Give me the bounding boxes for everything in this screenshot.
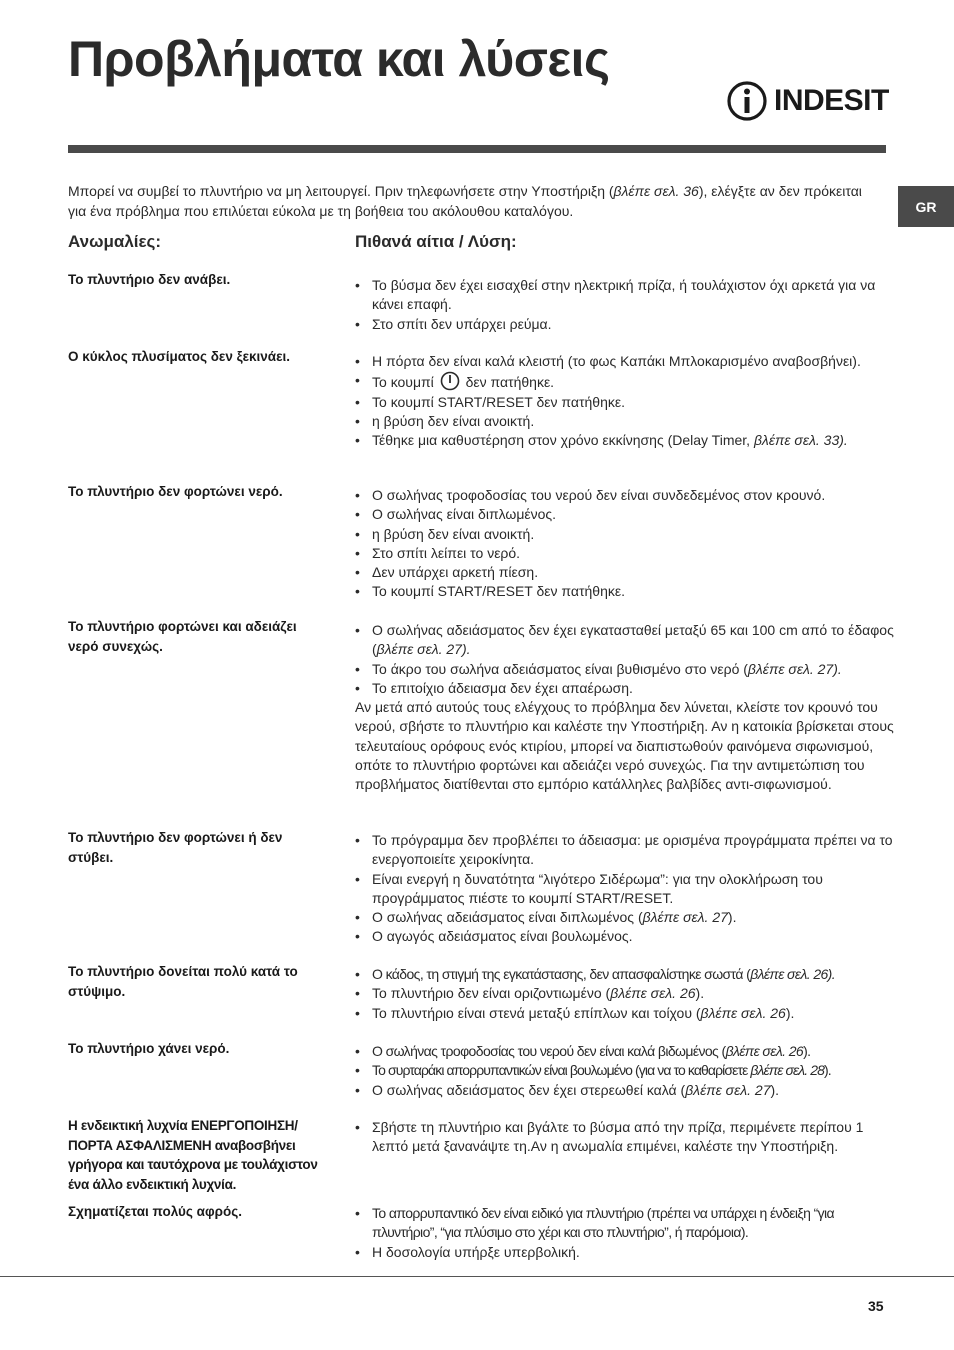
cause-item — [355, 1061, 895, 1080]
cause-text: ). — [785, 1004, 795, 1021]
cause-text: δεν πατήθηκε. — [465, 374, 555, 391]
page-ref: βλέπε σελ. 28 — [750, 1062, 825, 1079]
cause-item: • Το πρόγραμμα δεν προβλέπει το άδειασμα: με ορισμένα προγράμματα πρέπει να το ενεργοποιείτε χειροκίνητα. — [355, 831, 895, 870]
cause-item — [355, 371, 895, 392]
causes-list — [355, 1204, 895, 1262]
footer-rule — [0, 1276, 954, 1277]
indesit-logo — [726, 80, 889, 122]
page-ref: βλέπε σελ. 26 — [610, 985, 696, 1002]
cause-item — [355, 1004, 895, 1023]
cause-item — [355, 660, 895, 679]
cause-item: • Δεν υπάρχει αρκετή πίεση. — [355, 563, 895, 582]
cause-item — [355, 908, 895, 927]
problem-label: Ο κύκλος πλυσίματος δεν ξεκινάει. — [68, 349, 290, 364]
page-ref: βλέπε σελ. 27 — [642, 909, 728, 926]
page-ref: βλέπε σελ. 26 — [725, 1043, 804, 1059]
problem-label: Η ενδεικτική λυχνία ΕΝΕΡΓΟΠΟΙΗΣΗ/ ΠΟΡΤΑ ΑΣΦΑΛΙΣΜΕΝΗ αναβοσβήνει γρήγορα και ταυτόχρονα με τουλάχιστον ένα άλλο ενδεικτική λυχνία. — [68, 1118, 318, 1192]
cause-text: ). — [770, 1081, 780, 1098]
cause-item — [355, 1081, 895, 1100]
cause-item: • Ο αγωγός αδειάσματος είναι βουλωμένος. — [355, 927, 895, 946]
page-ref: βλέπε σελ. 26 — [700, 1004, 786, 1021]
problem-label: Το πλυντήριο δεν φορτώνει ή δεν στύβει. — [68, 830, 283, 865]
cause-text: Ο σωλήνας αδειάσματος δεν έχει στερεωθεί καλά ( — [372, 1081, 686, 1098]
cause-item: • Το απορρυπαντικό δεν είναι ειδικό για πλυντήριο (πρέπει να υπάρχει η ένδειξη “για πλυντήριο”, “για πλύσιμο στο χέρι και στο πλυντήριο”, ή παρόμοια). — [355, 1204, 895, 1243]
cause-item — [355, 984, 895, 1003]
cause-text: ). — [824, 1062, 831, 1079]
causes-list — [355, 352, 895, 450]
cause-item: • η βρύση δεν είναι ανοικτή. — [355, 412, 895, 431]
page-ref: βλέπε σελ. 27). — [376, 641, 471, 658]
cause-text: Ο σωλήνας τροφοδοσίας του νερού δεν είναι καλά βιδωμένος ( — [372, 1043, 726, 1059]
cause-text: Ο σωλήνας αδειάσματος είναι διπλωμένος ( — [372, 909, 643, 926]
cause-item: • Ο σωλήνας είναι διπλωμένος. — [355, 505, 895, 524]
indesit-logo-text: INDESIT — [774, 84, 889, 117]
intro-text-after: ), ελέγξτε αν δεν πρόκειται για ένα πρόβλημα που επιλύεται εύκολα με τη βοήθεια του ακόλουθου καταλόγου. — [68, 183, 862, 219]
problems-heading: Ανωμαλίες: — [68, 232, 162, 251]
intro-page-ref: βλέπε σελ. 36 — [613, 183, 699, 199]
cause-text: Το συρταράκι απορρυπαντικών είναι βουλωμένο (για να το καθαρίσετε — [372, 1062, 751, 1079]
page-number: 35 — [868, 1298, 884, 1314]
causes-list — [355, 965, 895, 1023]
cause-text: Το πλυντήριο δεν είναι οριζοντιωμένο ( — [372, 985, 611, 1002]
problem-label: Το πλυντήριο φορτώνει και αδειάζει νερό συνεχώς. — [68, 619, 297, 654]
cause-item: • Η πόρτα δεν είναι καλά κλειστή (το φως Καπάκι Μπλοκαρισμένο αναβοσβήνει). — [355, 352, 895, 371]
header-rule — [68, 145, 886, 153]
cause-item: • Το επιτοίχιο άδειασμα δεν έχει απαέρωση. — [355, 679, 895, 698]
cause-item: • η βρύση δεν είναι ανοικτή. — [355, 525, 895, 544]
problem-label: Το πλυντήριο δεν ανάβει. — [68, 272, 231, 287]
page-ref: βλέπε σελ. 27 — [685, 1081, 771, 1098]
cause-text: Ο κάδος, τη στιγμή της εγκατάστασης, δεν απασφαλίστηκε σωστά ( — [372, 966, 751, 982]
causes-list — [355, 486, 895, 602]
cause-item — [355, 431, 895, 450]
cause-item: • Στο σπίτι λείπει το νερό. — [355, 544, 895, 563]
cause-item — [355, 965, 895, 984]
cause-text: ). — [695, 985, 705, 1002]
cause-item: • Ο σωλήνας τροφοδοσίας του νερού δεν είναι συνδεδεμένος στον κρουνό. — [355, 486, 895, 505]
cause-text: Ο σωλήνας αδειάσματος δεν έχει εγκατασταθεί μεταξύ 65 και 100 cm από το έδαφος ( — [372, 622, 894, 658]
page-ref: βλέπε σελ. 27). — [747, 660, 842, 677]
cause-item: • Το βύσμα δεν έχει εισαχθεί στην ηλεκτρική πρίζα, ή τουλάχιστον όχι αρκετά για να κάνει επαφή. — [355, 276, 895, 315]
problem-label: Το πλυντήριο χάνει νερό. — [68, 1041, 230, 1056]
cause-note: Αν μετά από αυτούς τους ελέγχους το πρόβλημα δεν λύνεται, κλείστε τον κρουνό του νερού, σβήστε το πλυντήριο και καλέστε την Υποστήριξη. Αν η κατοικία βρίσκεται στους τελευταίους ορόφους ενός κτιρίου, μπορεί να διαπιστωθούν φαινόμενα σιφωνισμού, οπότε το πλυντήριο φορτώνει και αδειάζει νερό συνεχώς. Για την αντιμετώπιση του προβλήματος διατίθενται στο εμπόριο κατάλληλες βαλβίδες αντι-σιφωνισμού. — [355, 699, 894, 793]
causes-list — [355, 276, 895, 334]
intro-paragraph — [68, 182, 878, 221]
cause-text: Το πλυντήριο είναι στενά μεταξύ επίπλων και τοίχου ( — [372, 1004, 701, 1021]
causes-list — [355, 1042, 895, 1100]
causes-list — [355, 621, 895, 795]
intro-text-before: Μπορεί να συμβεί το πλυντήριο να μη λειτουργεί. Πριν τηλεφωνήσετε στην Υποστήριξη ( — [68, 183, 614, 199]
indesit-logo-icon — [726, 80, 768, 122]
page-ref: βλέπε σελ. 26). — [750, 966, 836, 982]
causes-heading: Πιθανά αίτια / Λύση: — [355, 232, 517, 251]
page-title: Προβλήματα και λύσεις — [68, 31, 610, 87]
cause-item — [355, 1042, 895, 1061]
cause-item: • Στο σπίτι δεν υπάρχει ρεύμα. — [355, 315, 895, 334]
cause-item: • Σβήστε τη πλυντήριο και βγάλτε το βύσμα από την πρίζα, περιμένετε περίπου 1 λεπτό μετά ξανανάψτε τη.Αν η ανωμαλία επιμένει, καλέστε την Υποστήριξη. — [355, 1118, 895, 1157]
page-ref: βλέπε σελ. 33). — [753, 432, 848, 449]
cause-item: • Το κουμπί START/RESET δεν πατήθηκε. — [355, 582, 895, 601]
problem-label: Το πλυντήριο δεν φορτώνει νερό. — [68, 484, 283, 499]
cause-item: • Είναι ενεργή η δυνατότητα “λιγότερο Σιδέρωμα”: για την ολοκλήρωση του προγράμματος πιέστε το κουμπί START/RESET. — [355, 870, 895, 909]
cause-text: Τέθηκε μια καθυστέρηση στον χρόνο εκκίνησης (Delay Timer, — [372, 432, 754, 449]
language-tab: GR — [898, 186, 954, 227]
cause-text: ). — [727, 909, 737, 926]
cause-item: • Το κουμπί START/RESET δεν πατήθηκε. — [355, 393, 895, 412]
problem-label: Το πλυντήριο δονείται πολύ κατά το στύψιμο. — [68, 964, 298, 999]
cause-item — [355, 621, 895, 660]
problem-label: Σχηματίζεται πολύς αφρός. — [68, 1204, 242, 1219]
cause-text: ). — [803, 1043, 811, 1059]
cause-text: Το κουμπί — [372, 374, 434, 391]
cause-text: Το άκρο του σωλήνα αδειάσματος είναι βυθισμένο στο νερό ( — [372, 660, 748, 677]
causes-list — [355, 831, 895, 947]
power-button-icon — [440, 371, 460, 391]
causes-list — [355, 1118, 895, 1157]
cause-item: • Η δοσολογία υπήρξε υπερβολική. — [355, 1243, 895, 1262]
